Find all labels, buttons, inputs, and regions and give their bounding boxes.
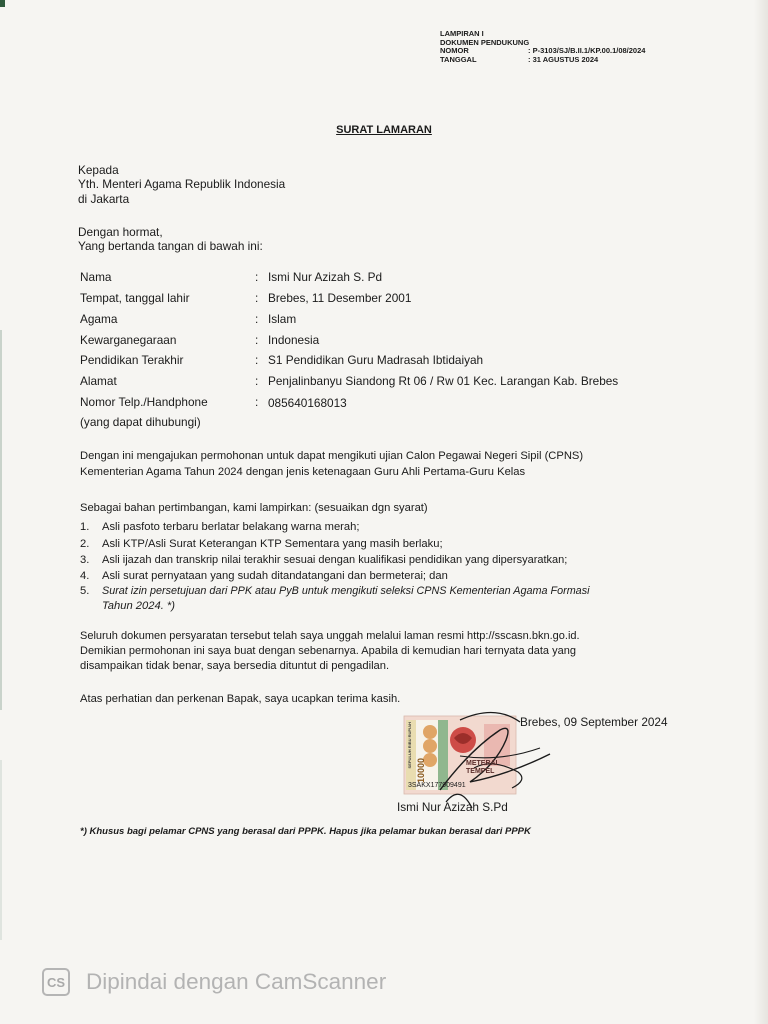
field-value: Islam [268,312,297,326]
recipient-line: Kepada [78,163,119,177]
camscanner-logo-icon: CS [42,968,70,996]
meterai-label: METERAI TEMPEL [466,760,498,775]
field-label: Agama [80,312,118,326]
watermark-text: Dipindai dengan CamScanner [86,969,387,994]
field-colon: : [255,395,259,409]
tanggal-label: TANGGAL [440,54,477,64]
list-item: Asli surat pernyataan yang sudah ditandatangani dan bermeterai; dan [102,570,448,582]
closing-paragraph-line: Demikian permohonan ini saya buat dengan sebenarnya. Apabila di kemudian hari ternyata data yang [80,645,576,657]
list-item: Surat izin persetujuan dari PPK atau PyB untuk mengikuti seleksi CPNS Kementerian Agama Formasi [102,585,590,597]
list-number: 1. [80,521,90,533]
field-value: S1 Pendidikan Guru Madrasah Ibtidaiyah [268,353,484,367]
camscanner-watermark [42,968,386,996]
field-label: Kewarganegaraan [80,333,177,347]
list-number: 3. [80,554,90,566]
attachments-intro: Sebagai bahan pertimbangan, kami lampirkan: (sesuaikan dgn syarat) [80,502,428,514]
field-label: Pendidikan Terakhir [80,353,184,367]
scan-edge-mark [0,0,5,7]
meterai-stamp-and-signature [400,710,570,810]
tanggal-value: : 31 AGUSTUS 2024 [528,54,599,64]
signer-name: Ismi Nur Azizah S.Pd [397,800,508,814]
footnote: *) Khusus bagi pelamar CPNS yang berasal dari PPPK. Hapus jika pelamar bukan berasal dari PPPK [80,826,531,837]
intro-paragraph-line: Dengan ini mengajukan permohonan untuk dapat mengikuti ujian Calon Pegawai Negeri Sipil (CPNS) [80,450,584,462]
nomor-value: : P-3103/SJ/B.II.1/KP.00.1/08/2024 [528,46,646,55]
nomor-label: NOMOR [440,46,469,55]
field-value: 085640168013 [268,396,347,410]
list-item-continuation: Tahun 2024. *) [102,600,175,612]
field-value: Penjalinbanyu Siandong Rt 06 / Rw 01 Kec. Larangan Kab. Brebes [268,374,619,388]
document-title: SURAT LAMARAN [336,124,432,136]
thanks-line: Atas perhatian dan perkenan Bapak, saya ucapkan terima kasih. [80,693,401,705]
meterai-vertical-text: SEPULUH RIBU RUPIAH [407,722,412,769]
field-label: Nomor Telp./Handphone [80,395,208,409]
list-number: 5. [80,585,90,597]
list-number: 4. [80,570,90,582]
place-date: Brebes, 09 September 2024 [520,715,668,729]
field-note: (yang dapat dihubungi) [80,415,201,429]
field-colon: : [255,291,259,305]
attachment-tanggal-row [440,56,645,65]
meterai-serial: 3SAKX177909491 [408,782,466,789]
greeting-line: Yang bertanda tangan di bawah ini: [78,239,263,253]
field-label: Tempat, tanggal lahir [80,291,190,305]
field-colon: : [255,312,259,326]
scan-edge-line [0,760,2,940]
recipient-line: di Jakarta [78,192,130,206]
recipient-line: Yth. Menteri Agama Republik Indonesia [78,177,286,191]
field-value: Ismi Nur Azizah S. Pd [268,270,383,284]
list-item: Asli ijazah dan transkrip nilai terakhir sesuai dengan kualifikasi pendidikan yang dipersyaratkan; [102,554,568,566]
field-colon: : [255,353,259,367]
field-colon: : [255,333,259,347]
list-number: 2. [80,538,90,550]
attachment-reference-block [440,30,645,64]
intro-paragraph-line: Kementerian Agama Tahun 2024 dengan jenis ketenagaan Guru Ahli Pertama-Guru Kelas [80,466,526,478]
list-item: Asli pasfoto terbaru berlatar belakang warna merah; [102,521,360,533]
scan-page-edge [754,0,768,1024]
closing-paragraph-line: disampaikan tidak benar, saya bersedia dituntut di pengadilan. [80,660,390,672]
field-label: Nama [80,270,112,284]
list-item: Asli KTP/Asli Surat Keterangan KTP Sementara yang masih berlaku; [102,538,443,550]
field-label: Alamat [80,374,117,388]
closing-paragraph-line: Seluruh dokumen persyaratan tersebut telah saya unggah melalui laman resmi http://sscasn.bkn.go.id. [80,630,580,642]
meterai-denomination: 10000 [416,758,426,784]
attachment-line: DOKUMEN PENDUKUNG [440,37,530,47]
scan-edge-line [0,330,2,710]
attachment-line: LAMPIRAN I [440,29,484,38]
field-value: Brebes, 11 Desember 2001 [268,291,412,305]
field-colon: : [255,270,259,284]
field-value: Indonesia [268,333,320,347]
greeting-line: Dengan hormat, [78,225,163,239]
field-colon: : [255,374,259,388]
